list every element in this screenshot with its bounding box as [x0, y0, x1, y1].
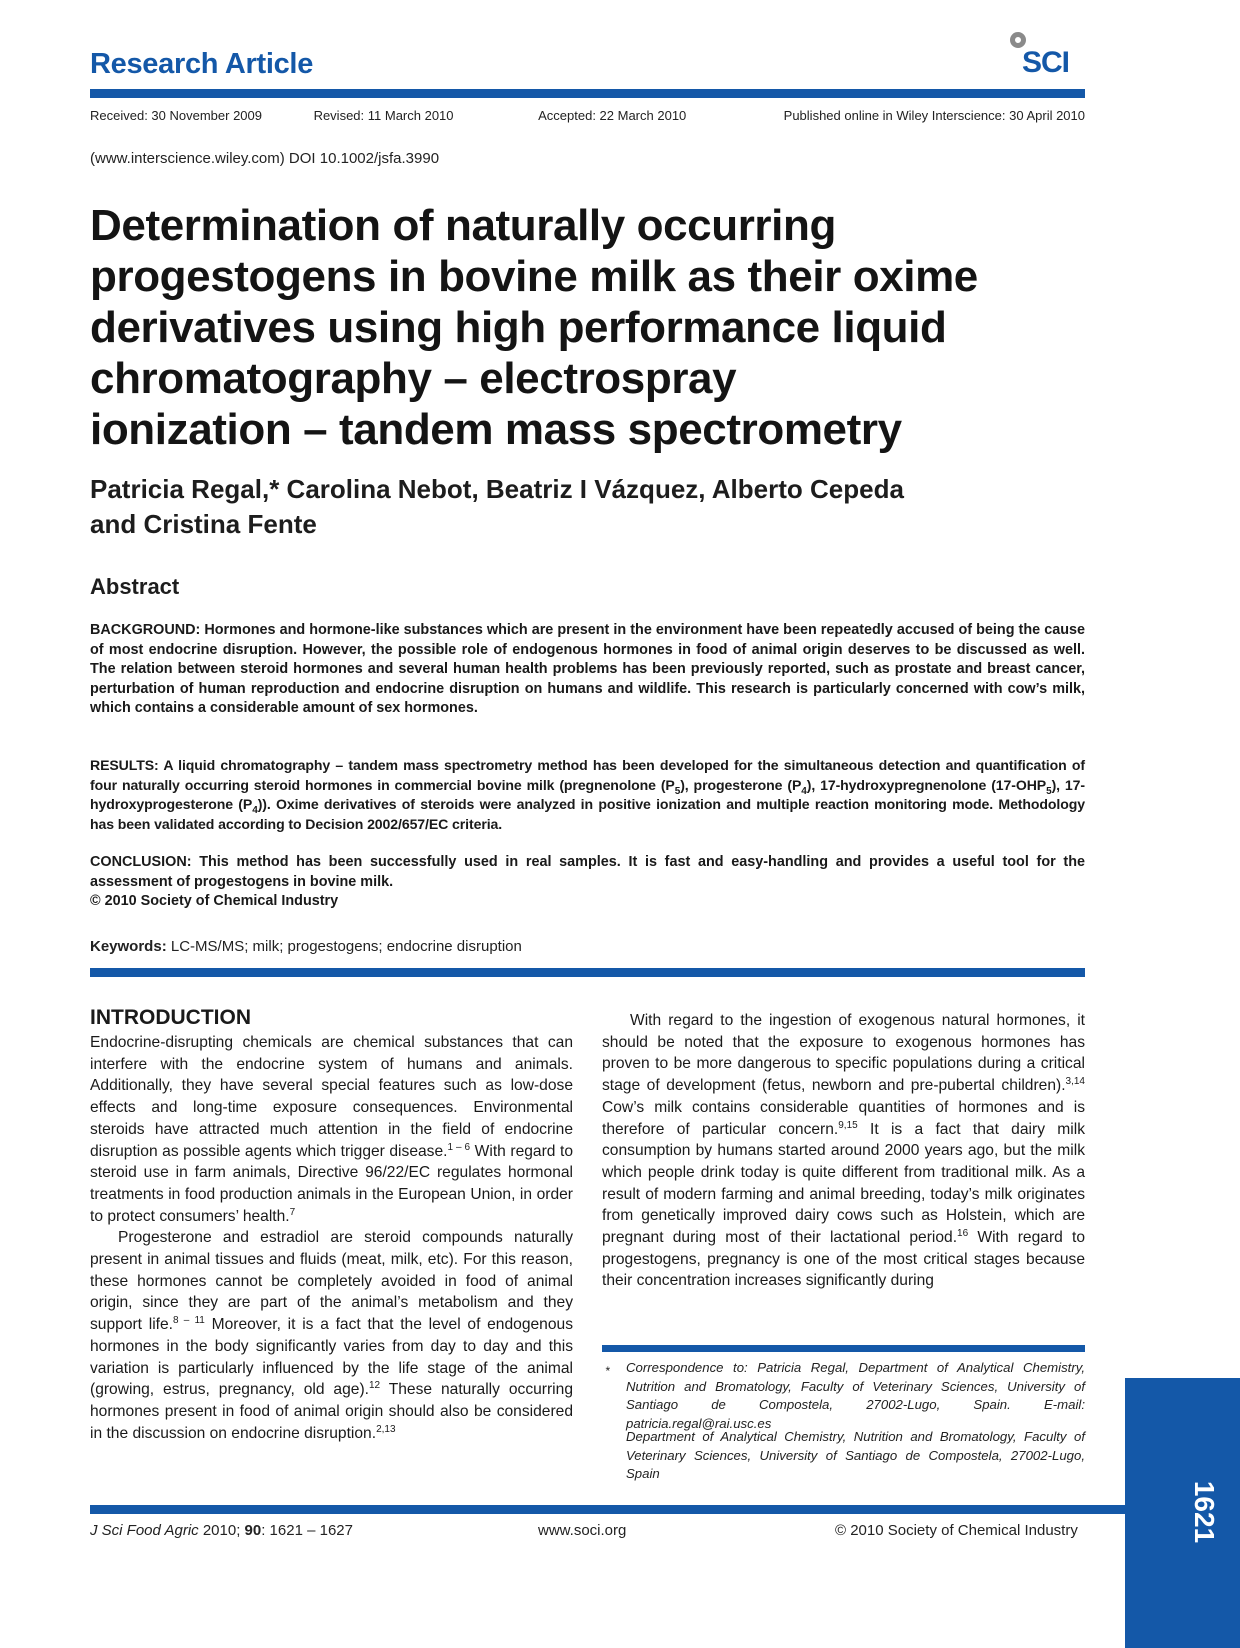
page-number-tab: [1125, 1378, 1240, 1648]
abstract-rule: [90, 968, 1085, 977]
title-line: Determination of naturally occurring: [90, 201, 836, 250]
citation: 8 – 11: [173, 1314, 205, 1326]
abstract-heading: Abstract: [90, 574, 180, 599]
citation: 3,14: [1065, 1075, 1085, 1087]
volume: 90: [244, 1522, 262, 1539]
citation: 12: [368, 1380, 381, 1392]
footer-copyright: © 2010 Society of Chemical Industry: [835, 1522, 1078, 1539]
article-title: [90, 200, 1090, 455]
journal-citation: J Sci Food Agric 2010; 90: 1621 – 1627: [90, 1522, 353, 1539]
title-line: derivatives using high performance liquid: [90, 303, 947, 352]
paragraph: Progesterone and estradiol are steroid compounds naturally present in animal tissues and fluids (meat, milk, etc). For this reason, these hormones cannot be completely avoided in food of animal origin, since they are part of the animal’s metabolism and they support life.$^{8 - 11}$ Moreover, it is a fact that the level of endogenous hormones in the body significantly varies from day to day and this variation is particularly influenced by the life stage of the animal (growing, estrus, pregnancy, old age).$^{12}$ These naturally occurring hormones present in food of animal origin should also be considered in the discussion on endocrine disruption.$^{2,13}$: [90, 1229, 573, 1442]
paragraph: Endocrine-disrupting chemicals are chemical substances that can interfere with the endocrine system of humans and animals. Additionally, they have several special features such as low-dose effects and long-time exposure consequences. Environmental steroids have attracted much attention in the field of endocrine disruption as possible agents which trigger disease.$^{1 - 6}$ With regard to steroid use in farm animals, Directive 96/22/EC regulates hormonal treatments in food production animals in the European Union, in order to protect consumers’ health.$^7$: [90, 1034, 573, 1225]
publication-dates: [90, 108, 1085, 123]
abstract-copyright: © 2010 Society of Chemical Industry: [90, 893, 339, 910]
author-list: [90, 472, 1080, 542]
citation: 2,13: [376, 1423, 396, 1435]
authors-line-2: and Cristina Fente: [90, 509, 317, 539]
footnote-rule: [602, 1345, 1085, 1352]
footer-rule: [90, 1505, 1125, 1514]
citation: 9,15: [838, 1119, 858, 1131]
title-line: chromatography – electrospray: [90, 354, 737, 403]
abstract-conclusion: CONCLUSION: This method has been successfully used in real samples. It is fast and easy-handling and provides a useful tool for the assessment of progestogens in bovine milk. © 2010 Society of Chemical Industry: [90, 853, 1085, 912]
citation: 16: [957, 1227, 969, 1239]
abstract-results: RESULTS: A liquid chromatography – tandem mass spectrometry method has been developed for the simultaneous detection and quantification of four naturally occurring steroid hormones in commercial bovine milk (pregnenolone $(P_5)$, progesterone $(P_4)$, 17-hydroxypregnenolone $(17-OHP_5)$, 17-hydroxyprogesterone $(P_4)$). Oxime derivatives of steroids were analyzed in positive ionization and multiple reaction monitoring mode. Methodology has been validated according to Decision 2002/657/EC criteria.: [90, 757, 1086, 832]
left-column: [90, 1032, 573, 1444]
accepted-date: Accepted: 22 March 2010: [538, 108, 687, 123]
keywords-label: Keywords:: [90, 938, 167, 955]
published-date: Published online in Wiley Interscience: 30 April 2010: [783, 108, 1085, 123]
received-date: Received: 30 November 2009: [90, 108, 262, 123]
website-link[interactable]: www.soci.org: [538, 1522, 627, 1539]
header-rule: [90, 89, 1085, 98]
title-line: ionization – tandem mass spectrometry: [90, 405, 902, 454]
article-type-label: Research Article: [90, 48, 314, 80]
logo-text: SCI: [1022, 46, 1070, 79]
paragraph: With regard to the ingestion of exogenous natural hormones, it should be noted that the exposure to exogenous hormones has proven to be more dangerous to specific populations during a critical stage of development (fetus, newborn and pre-pubertal children).$^{3,14}$ Cow’s milk contains considerable quantities of hormones and is therefore of particular concern.$^{9,15}$ It is a fact that dairy milk consumption by humans started around 2000 years ago, but the milk which people drink today is quite different from traditional milk. As a result of modern farming and animal breeding, today’s milk originates from genetically improved dairy cows such as Holstein, which are pregnant during most of their lactational period.$^{16}$ With regard to progestogens, pregnancy is one of the most critical stages because their concentration increases significantly during: [602, 1012, 1085, 1290]
revised-date: Revised: 11 March 2010: [313, 108, 454, 123]
authors-line-1: Patricia Regal,* Carolina Nebot, Beatriz I Vázquez, Alberto Cepeda: [90, 474, 904, 504]
sci-logo: [1010, 30, 1090, 80]
section-heading-introduction: INTRODUCTION: [90, 1006, 251, 1029]
keywords: [90, 938, 522, 955]
citation: 1 – 6: [447, 1141, 471, 1153]
page-number: 1621: [1189, 1480, 1221, 1544]
doi-line: (www.interscience.wiley.com) DOI 10.1002/jsfa.3990: [90, 150, 440, 167]
affiliation-footnote: Department of Analytical Chemistry, Nutrition and Bromatology, Faculty of Veterinary Sciences, University of Santiago de Compostela, 27002-Lugo, Spain: [626, 1429, 1085, 1481]
footnote-marker: *: [605, 1364, 610, 1378]
title-line: progestogens in bovine milk as their oxime: [90, 252, 978, 301]
abstract-background: BACKGROUND: Hormones and hormone-like substances which are present in the environment have been repeatedly accused of being the cause of most endocrine disruption. However, the possible role of endogenous hormones in food of animal origin deserves to be discussed as well. The relation between steroid hormones and several human health problems has been previously reported, such as prostate and breast cancer, perturbation of human reproduction and endocrine disruption on humans and wildlife. This research is particularly concerned with cow’s milk, which contains a considerable amount of sex hormones.: [90, 622, 1085, 717]
right-column: [602, 1010, 1085, 1292]
journal-name: J Sci Food Agric: [90, 1522, 199, 1539]
citation: 7: [289, 1206, 296, 1218]
keywords-text: LC-MS/MS; milk; progestogens; endocrine disruption: [166, 938, 522, 955]
correspondence-footnote: Correspondence to: Patricia Regal, Department of Analytical Chemistry, Nutrition and Bromatology, Faculty of Veterinary Sciences, University of Santiago de Compostela, 27002-Lugo, Spain. E-mail: patricia.regal@rai.usc.es: [626, 1360, 1085, 1431]
